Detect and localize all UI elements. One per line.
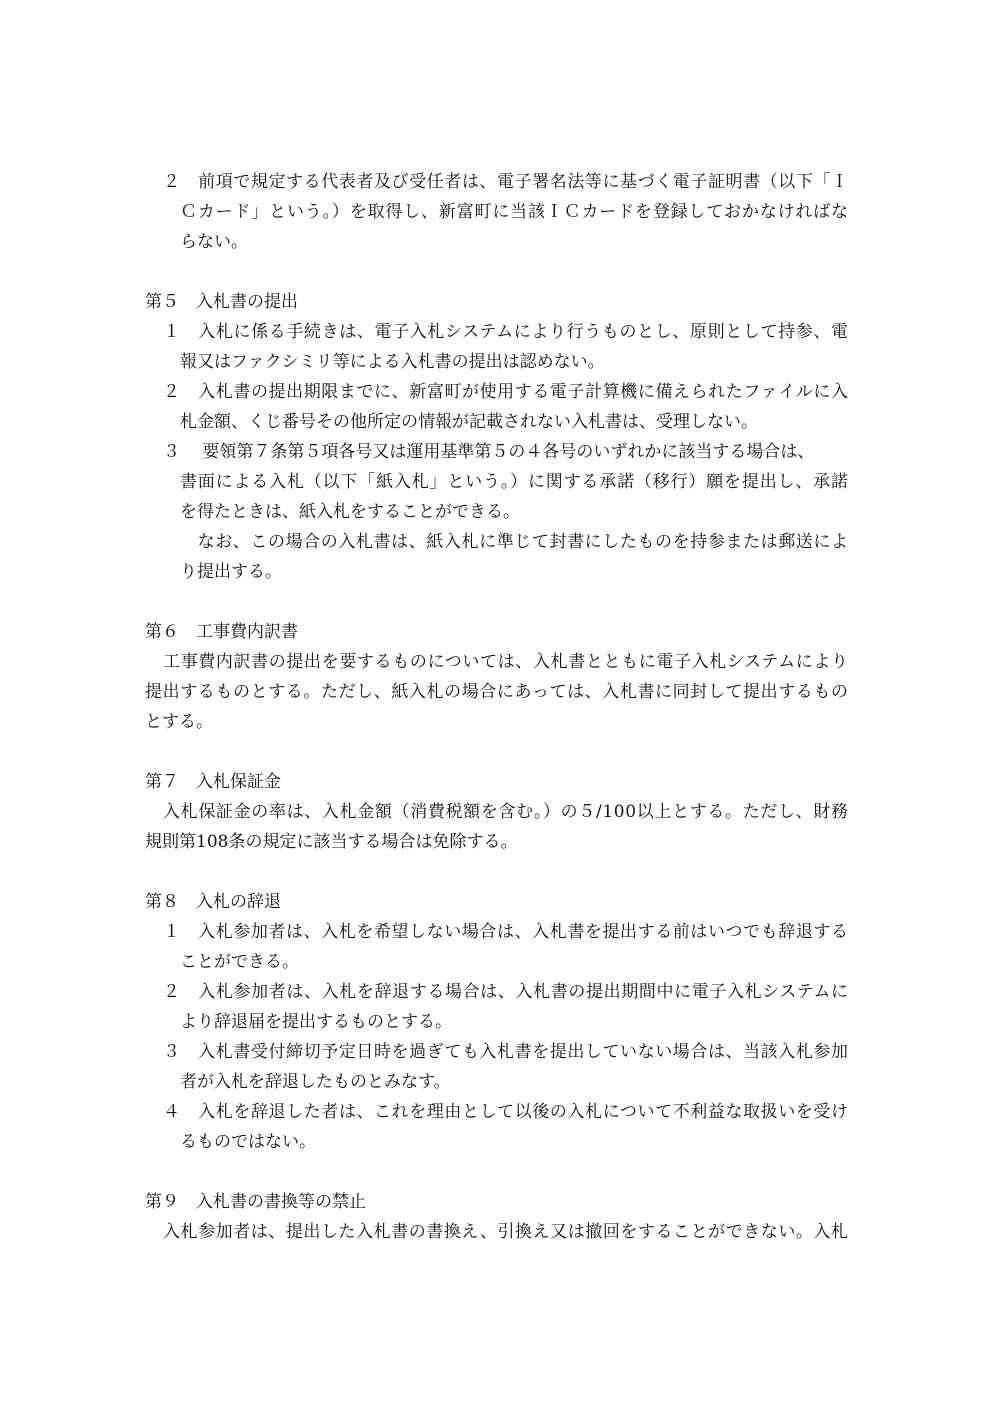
text-line: 報又はファクシミリ等による入札書の提出は認めない。: [180, 352, 605, 372]
text-line: ３ 入札書受付締切予定日時を過ぎても入札書を提出していない場合は、当該入札参加: [163, 1042, 849, 1062]
text-line: 者が入札を辞退したものとみなす。: [180, 1072, 451, 1092]
text-line: ２ 入札書の提出期限までに、新富町が使用する電子計算機に備えられたファイルに入: [163, 382, 849, 402]
text-line: 書面による入札（以下「紙入札」という。）に関する承諾（移行）願を提出し、承諾: [180, 472, 849, 492]
text-line: 規則第108条の規定に該当する場合は免除する。: [145, 832, 518, 852]
text-line: ２ 入札参加者は、入札を辞退する場合は、入札書の提出期間中に電子入札システムに: [163, 982, 849, 1002]
text-line: １ 入札参加者は、入札を希望しない場合は、入札書を提出する前はいつでも辞退する: [163, 922, 849, 942]
text-line: 入札参加者は、提出した入札書の書換え、引換え又は撤回をすることができない。入札: [163, 1222, 849, 1242]
text-line: より辞退届を提出するものとする。: [180, 1012, 452, 1032]
text-line: り提出する。: [180, 562, 282, 582]
heading-text: 第７ 入札保証金: [145, 772, 281, 792]
heading-text: 第８ 入札の辞退: [145, 892, 281, 912]
text-line: ４ 入札を辞退した者は、これを理由として以後の入札について不利益な取扱いを受け: [163, 1102, 849, 1122]
text-line: 入札保証金の率は、入札金額（消費税額を含む。）の５/100以上とする。ただし、財務: [163, 802, 849, 822]
text-line: を得たときは、紙入札をすることができる。: [180, 502, 520, 522]
text-line: るものではない。: [180, 1132, 316, 1152]
text-line: ２ 前項で規定する代表者及び受任者は、電子署名法等に基づく電子証明書（以下「Ｉ: [163, 172, 849, 192]
text-line: ３ 要領第７条第５項各号又は運用基準第５の４各号のいずれかに該当する場合は、: [163, 442, 815, 462]
text-line: Ｃカード」という。）を取得し、新富町に当該ＩＣカードを登録しておかなければな: [180, 202, 849, 222]
text-line: らない。: [180, 232, 248, 252]
heading-text: 第６ 工事費内訳書: [145, 622, 298, 642]
text-line: なお、この場合の入札書は、紙入札に準じて封書にしたものを持参または郵送によ: [180, 532, 849, 552]
text-line: 提出するものとする。ただし、紙入札の場合にあっては、入札書に同封して提出するもの: [145, 682, 849, 702]
text-line: 札金額、くじ番号その他所定の情報が記載されない入札書は、受理しない。: [180, 412, 758, 432]
heading-text: 第５ 入札書の提出: [145, 292, 298, 312]
text-line: とする。: [145, 712, 213, 732]
text-line: ことができる。: [180, 952, 299, 972]
text-line: １ 入札に係る手続きは、電子入札システムにより行うものとし、原則として持参、電: [163, 322, 849, 342]
text-line: 工事費内訳書の提出を要するものについては、入札書とともに電子入札システムにより: [163, 652, 849, 672]
heading-text: 第９ 入札書の書換等の禁止: [145, 1192, 366, 1212]
